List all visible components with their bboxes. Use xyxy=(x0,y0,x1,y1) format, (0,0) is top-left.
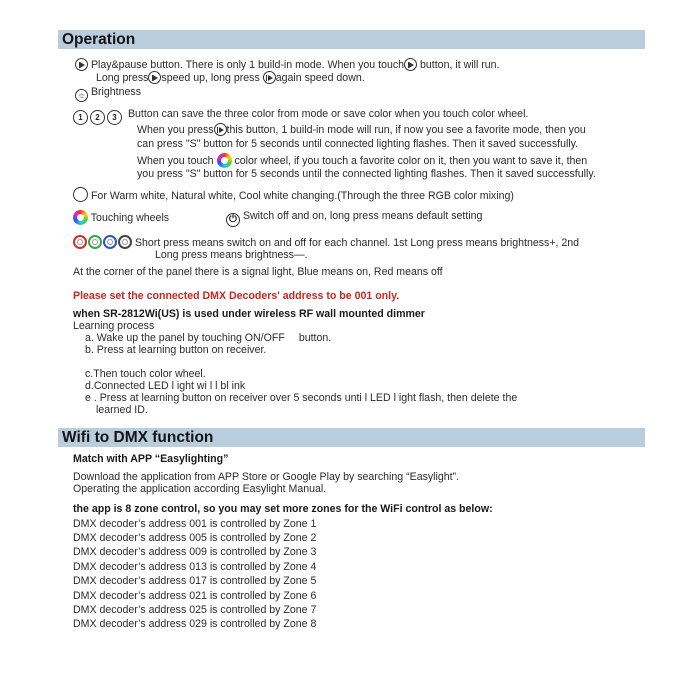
color-wheel-icon xyxy=(73,210,88,225)
white-text: For Warm white, Natural white, Cool white changing.(Through the three RGB color mixing) xyxy=(90,190,514,202)
play-pause-icon xyxy=(404,58,417,71)
channel-line-2: Long press means brightness—. xyxy=(155,249,308,261)
dmx-address-notice: Please set the connected DMX Decoders' address to be 001 only. xyxy=(73,290,400,302)
learning-step-e-1: e . Press at learning button on receiver over 5 seconds unti l LED l ight flash, then delete the xyxy=(85,392,518,404)
zone-item: DMX decoder’s address 001 is controlled by Zone 1 xyxy=(73,518,317,530)
memory-line-2 xyxy=(137,123,586,137)
number-button-icon: 2 xyxy=(90,110,105,125)
channel-ring-icon xyxy=(73,235,87,249)
white-temperature-icon xyxy=(73,187,88,202)
step-a-text: a. Wake up the panel by touching ON/OFF xyxy=(85,332,285,344)
color-wheel-icon xyxy=(217,153,232,168)
play-text-2b: speed up, long press xyxy=(161,72,260,84)
download-text-1: Download the application from APP Store or Google Play by searching “Easylight”. xyxy=(73,471,460,483)
power-icon: ⏻ xyxy=(226,213,240,227)
number-button-icon: 1 xyxy=(73,110,88,125)
play-pause-icon xyxy=(263,71,276,84)
play-pause-icon xyxy=(148,71,161,84)
play-line-2 xyxy=(96,71,365,85)
learning-process-label: Learning process xyxy=(73,320,155,332)
zone-item: DMX decoder’s address 017 is controlled by Zone 5 xyxy=(73,575,317,587)
play-text-2a: Long press xyxy=(96,72,149,84)
play-text-1b: button, it will run. xyxy=(420,59,500,71)
operation-section-header: Operation xyxy=(58,30,645,49)
sun-icon: ☼ xyxy=(75,89,88,102)
match-app-heading: Match with APP “Easylighting” xyxy=(73,453,229,465)
zone-item: DMX decoder’s address 009 is controlled by Zone 3 xyxy=(73,546,317,558)
brightness-line xyxy=(75,86,141,102)
channel-ring-icon xyxy=(118,235,132,249)
play-text-1a: Play&pause button. There is only 1 build-in mode. When you touch xyxy=(90,59,405,71)
learning-step-c: c.Then touch color wheel. xyxy=(85,368,206,380)
memory-text-4a: When you touch xyxy=(137,155,214,167)
memory-text-2a: When you press xyxy=(137,124,214,136)
white-line xyxy=(73,187,514,203)
zone-heading: the app is 8 zone control, so you may set more zones for the WiFi control as below: xyxy=(73,503,493,515)
zone-item: DMX decoder’s address 013 is controlled by Zone 4 xyxy=(73,561,317,573)
play-pause-icon xyxy=(75,58,88,71)
play-pause-icon xyxy=(214,123,227,136)
memory-line-4 xyxy=(137,153,587,168)
memory-text-2b: this button, 1 build-in mode will run, if now you see a favorite mode, then you xyxy=(226,124,586,136)
step-a-button-text: button. xyxy=(298,332,332,344)
number-button-icon: 3 xyxy=(107,110,122,125)
zone-item: DMX decoder’s address 005 is controlled by Zone 2 xyxy=(73,532,317,544)
download-text-2: Operating the application according Easylight Manual. xyxy=(73,483,327,495)
memory-text-4b: color wheel, if you touch a favorite color on it, then you want to save it, then xyxy=(234,155,588,167)
power-text: Switch off and on, long press means default setting xyxy=(242,210,483,222)
wifi-section-header: Wifi to DMX function xyxy=(58,428,645,447)
channel-ring-icon xyxy=(103,235,117,249)
play-line-1 xyxy=(75,58,500,72)
learning-step-b: b. Press at learning button on receiver. xyxy=(85,344,267,356)
zone-item: DMX decoder’s address 025 is controlled by Zone 7 xyxy=(73,604,317,616)
zone-item: DMX decoder’s address 029 is controlled by Zone 8 xyxy=(73,618,317,630)
channel-ring-icon xyxy=(88,235,102,249)
wheel-line xyxy=(73,210,169,225)
power-line xyxy=(226,210,482,227)
signal-light-text: At the corner of the panel there is a signal light, Blue means on, Red means off xyxy=(73,266,443,278)
memory-line-5: you press "S" button for 5 seconds until the connected lighting flashes. Then it saved successfully. xyxy=(137,168,596,180)
memory-line-3: can press "S" button for 5 seconds until connected lighting flashes. Then it saved successfully. xyxy=(137,138,579,150)
touching-wheels-label: Touching wheels xyxy=(90,212,170,224)
brightness-label: Brightness xyxy=(90,86,142,98)
channel-text-1: Short press means switch on and off for each channel. 1st Long press means brightness+, 2nd xyxy=(134,237,580,249)
learning-step-e-2: learned ID. xyxy=(96,404,148,416)
wireless-heading: when SR-2812Wi(US) is used under wireless RF wall mounted dimmer xyxy=(73,308,425,320)
memory-text-1: Button can save the three color from mode or save color when you touch color wheel. xyxy=(127,108,529,120)
learning-step-d: d.Connected LED l ight wi l l bl ink xyxy=(85,380,246,392)
zone-item: DMX decoder’s address 021 is controlled by Zone 6 xyxy=(73,590,317,602)
play-text-2c: again speed down. xyxy=(275,72,365,84)
channel-line-1 xyxy=(73,235,579,250)
